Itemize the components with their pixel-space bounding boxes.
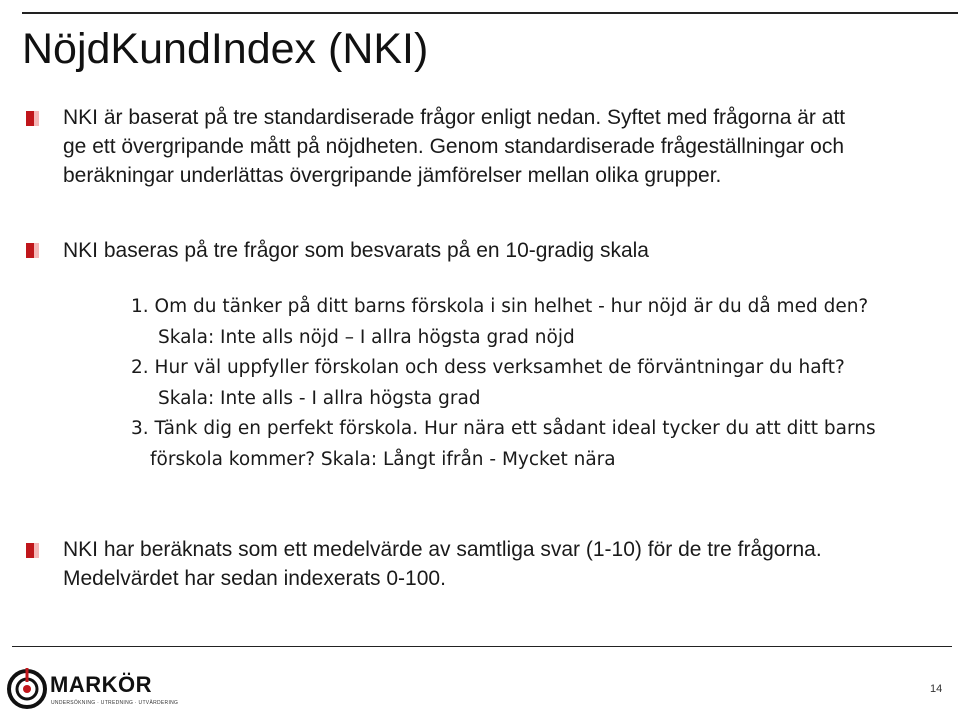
- bullet-marker: [26, 543, 39, 558]
- top-divider: [22, 12, 958, 14]
- bullet-line: Medelvärdet har sedan indexerats 0-100.: [63, 567, 446, 590]
- bullet-line: NKI har beräknats som ett medelvärde av samtliga svar (1-10) för de tre frågorna.: [63, 538, 822, 561]
- question-2: 2. Hur väl uppfyller förskolan och dess verksamhet de förväntningar du haft?: [131, 357, 845, 378]
- bullet-paragraph-purpose: [63, 103, 845, 190]
- question-3-continued: förskola kommer? Skala: Långt ifrån - Mycket nära: [150, 448, 616, 470]
- question-list: [131, 292, 876, 475]
- bullet-line: ge ett övergripande mått på nöjdheten. Genom standardiserade frågeställningar och: [63, 135, 844, 158]
- question-3: 3. Tänk dig en perfekt förskola. Hur nära ett sådant ideal tycker du att ditt barns: [131, 418, 876, 439]
- page-number: 14: [930, 683, 943, 695]
- bullet-line: NKI är baserat på tre standardiserade frågor enligt nedan. Syftet med frågorna är att: [63, 106, 846, 129]
- bullet-paragraph-calculation: [63, 535, 822, 593]
- question-1: 1. Om du tänker på ditt barns förskola i sin helhet - hur nöjd är du då med den?: [131, 296, 869, 317]
- question-1-scale: Skala: Inte alls nöjd – I allra högsta grad nöjd: [158, 326, 575, 348]
- target-icon: [6, 666, 48, 712]
- logo-wordmark: MARKÖR: [50, 672, 152, 697]
- bullet-line: beräkningar underlättas övergripande jämförelser mellan olika grupper.: [63, 164, 722, 187]
- bullet-paragraph-scale: [63, 236, 649, 265]
- logo-tagline: UNDERSÖKNING · UTREDNING · UTVÄRDERING: [51, 700, 179, 706]
- bullet-line: NKI baseras på tre frågor som besvarats på en 10-gradig skala: [63, 239, 649, 262]
- question-2-scale: Skala: Inte alls - I allra högsta grad: [158, 387, 481, 409]
- bullet-marker: [26, 111, 39, 126]
- bottom-divider: [12, 646, 952, 647]
- bullet-marker: [26, 243, 39, 258]
- slide-title: NöjdKundIndex (NKI): [22, 25, 429, 73]
- markor-logo: [6, 664, 179, 714]
